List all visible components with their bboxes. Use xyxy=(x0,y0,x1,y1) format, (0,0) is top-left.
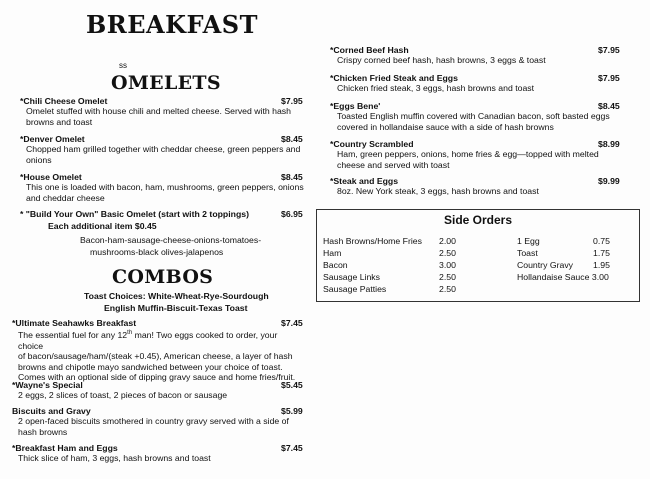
item-price: $9.99 xyxy=(598,176,620,186)
side-item-price: 1.95 xyxy=(593,260,610,270)
menu-item-breakfast-ham-and-eggs xyxy=(12,443,304,464)
side-item-price: 2.50 xyxy=(439,284,456,294)
side-item-price: 2.00 xyxy=(439,236,456,246)
item-price: $8.99 xyxy=(598,139,620,149)
side-item-price: 2.50 xyxy=(439,272,456,282)
side-orders-box xyxy=(316,209,640,302)
side-item-name: 1 Egg xyxy=(517,236,540,246)
item-description: This one is loaded with bacon, ham, mushrooms, green peppers, onions and cheddar cheese xyxy=(26,182,304,203)
side-item-name: Ham xyxy=(323,248,342,258)
superscript: th xyxy=(127,330,133,337)
menu-item-eggs-bene xyxy=(330,101,622,132)
item-name: Biscuits and Gravy xyxy=(12,406,91,416)
menu-item-chili-cheese-omelet xyxy=(20,96,304,127)
item-description: Crispy corned beef hash, hash browns, 3 eggs & toast xyxy=(337,55,546,66)
side-item-egg xyxy=(517,236,540,247)
item-price: $7.95 xyxy=(281,96,303,106)
item-name: *Chicken Fried Steak and Eggs xyxy=(330,73,458,83)
side-item-sausage-patties xyxy=(323,284,386,295)
desc-part: The essential fuel for any 12 xyxy=(18,330,128,341)
stray-mark: ss xyxy=(119,61,127,70)
item-name: *Steak and Eggs xyxy=(330,176,399,186)
menu-title: BREAKFAST xyxy=(86,10,258,39)
side-item-price: 3.00 xyxy=(439,260,456,270)
toppings-list-line-1: Bacon-ham-sausage-cheese-onions-tomatoes- xyxy=(80,235,262,245)
side-item-name: Hollandaise Sauce xyxy=(517,272,590,282)
item-name: *Wayne's Special xyxy=(12,380,83,390)
combos-heading: COMBOS xyxy=(112,266,214,288)
item-description: 2 open-faced biscuits smothered in country gravy served with a side of hash browns xyxy=(18,416,289,437)
side-item-ham xyxy=(323,248,341,259)
item-price: $7.45 xyxy=(281,443,303,453)
omelets-heading: OMELETS xyxy=(111,72,221,94)
item-price: $7.95 xyxy=(598,45,620,55)
item-name: *Country Scrambled xyxy=(330,139,414,149)
side-item-price: 2.50 xyxy=(439,248,456,258)
side-item-sausage-links xyxy=(323,272,380,283)
item-name: *Eggs Bene' xyxy=(330,101,381,111)
item-name: *Corned Beef Hash xyxy=(330,45,409,55)
item-price: $6.95 xyxy=(281,209,303,219)
side-item-price: 3.00 xyxy=(591,272,609,282)
menu-item-biscuits-and-gravy xyxy=(12,406,304,437)
item-price: $7.95 xyxy=(598,73,620,83)
menu-item-waynes-special xyxy=(12,380,304,401)
side-item-bacon xyxy=(323,260,348,271)
toast-choices-line-2: English Muffin-Biscuit-Texas Toast xyxy=(104,303,248,313)
item-price: $5.99 xyxy=(281,406,303,416)
side-item-hollandaise xyxy=(517,272,609,283)
side-item-name: Sausage Links xyxy=(323,272,380,282)
menu-item-denver-omelet xyxy=(20,134,304,165)
item-description: Toasted English muffin covered with Canadian bacon, soft basted eggs covered in hollandaise sauce with a side of hash browns xyxy=(337,111,610,132)
item-name: * "Build Your Own" Basic Omelet (start with 2 toppings) xyxy=(20,209,249,219)
item-price: $8.45 xyxy=(598,101,620,111)
side-item-toast xyxy=(517,248,538,259)
side-item-name: Toast xyxy=(517,248,538,258)
side-item-country-gravy xyxy=(517,260,573,271)
item-price: $7.45 xyxy=(281,318,303,328)
menu-item-steak-and-eggs xyxy=(330,176,622,197)
side-orders-heading: Side Orders xyxy=(443,213,513,227)
side-item-name: Country Gravy xyxy=(517,260,574,270)
item-price: $8.45 xyxy=(281,172,303,182)
menu-item-corned-beef-hash xyxy=(330,45,622,66)
item-price: $5.45 xyxy=(281,380,303,390)
item-description: 8oz. New York steak, 3 eggs, hash browns and toast xyxy=(337,186,539,197)
menu-item-house-omelet xyxy=(20,172,304,203)
item-description: Omelet stuffed with house chili and melted cheese. Served with hash browns and toast xyxy=(26,106,291,127)
toast-choices-line-1: Toast Choices: White-Wheat-Rye-Sourdough xyxy=(84,291,269,301)
side-item-name: Hash Browns/Home Fries xyxy=(323,236,422,246)
item-description xyxy=(18,328,304,382)
item-description: Thick slice of ham, 3 eggs, hash browns and toast xyxy=(18,453,211,464)
item-description: 2 eggs, 2 slices of toast, 2 pieces of bacon or sausage xyxy=(18,390,228,401)
menu-item-ultimate-seahawks-breakfast xyxy=(12,318,304,382)
item-description: Chicken fried steak, 3 eggs, hash browns and toast xyxy=(337,83,535,94)
side-item-name: Sausage Patties xyxy=(323,284,387,294)
toppings-list-line-2: mushrooms-black olives-jalapenos xyxy=(90,247,224,257)
item-name: *Breakfast Ham and Eggs xyxy=(12,443,118,453)
side-item-name: Bacon xyxy=(323,260,348,270)
item-price: $8.45 xyxy=(281,134,303,144)
item-name: *Denver Omelet xyxy=(20,134,85,144)
menu-item-build-your-own-omelet xyxy=(20,209,304,219)
item-name: *Chili Cheese Omelet xyxy=(20,96,108,106)
menu-item-chicken-fried-steak xyxy=(330,73,622,94)
side-item-price: 0.75 xyxy=(593,236,610,246)
side-item-hash-browns xyxy=(323,236,422,247)
item-description: Chopped ham grilled together with cheddar cheese, green peppers and onions xyxy=(26,144,301,165)
side-item-price: 1.75 xyxy=(593,248,610,258)
item-description: Ham, green peppers, onions, home fries & egg—topped with melted cheese and served with toast xyxy=(337,149,599,170)
menu-item-country-scrambled xyxy=(330,139,622,170)
desc-part: man! Two eggs cooked to order, your choice of bacon/sausage/ham/(steak +0.45), American cheese, a layer of hash browns and chipotle mayo sandwiched between your choice of toast. Comes with an optional side of dipping gravy sauce and home fries/fruit. xyxy=(18,330,296,382)
item-name: *Ultimate Seahawks Breakfast xyxy=(12,318,137,328)
item-name: *House Omelet xyxy=(20,172,82,182)
additional-item-price: Each additional item $0.45 xyxy=(48,221,157,231)
